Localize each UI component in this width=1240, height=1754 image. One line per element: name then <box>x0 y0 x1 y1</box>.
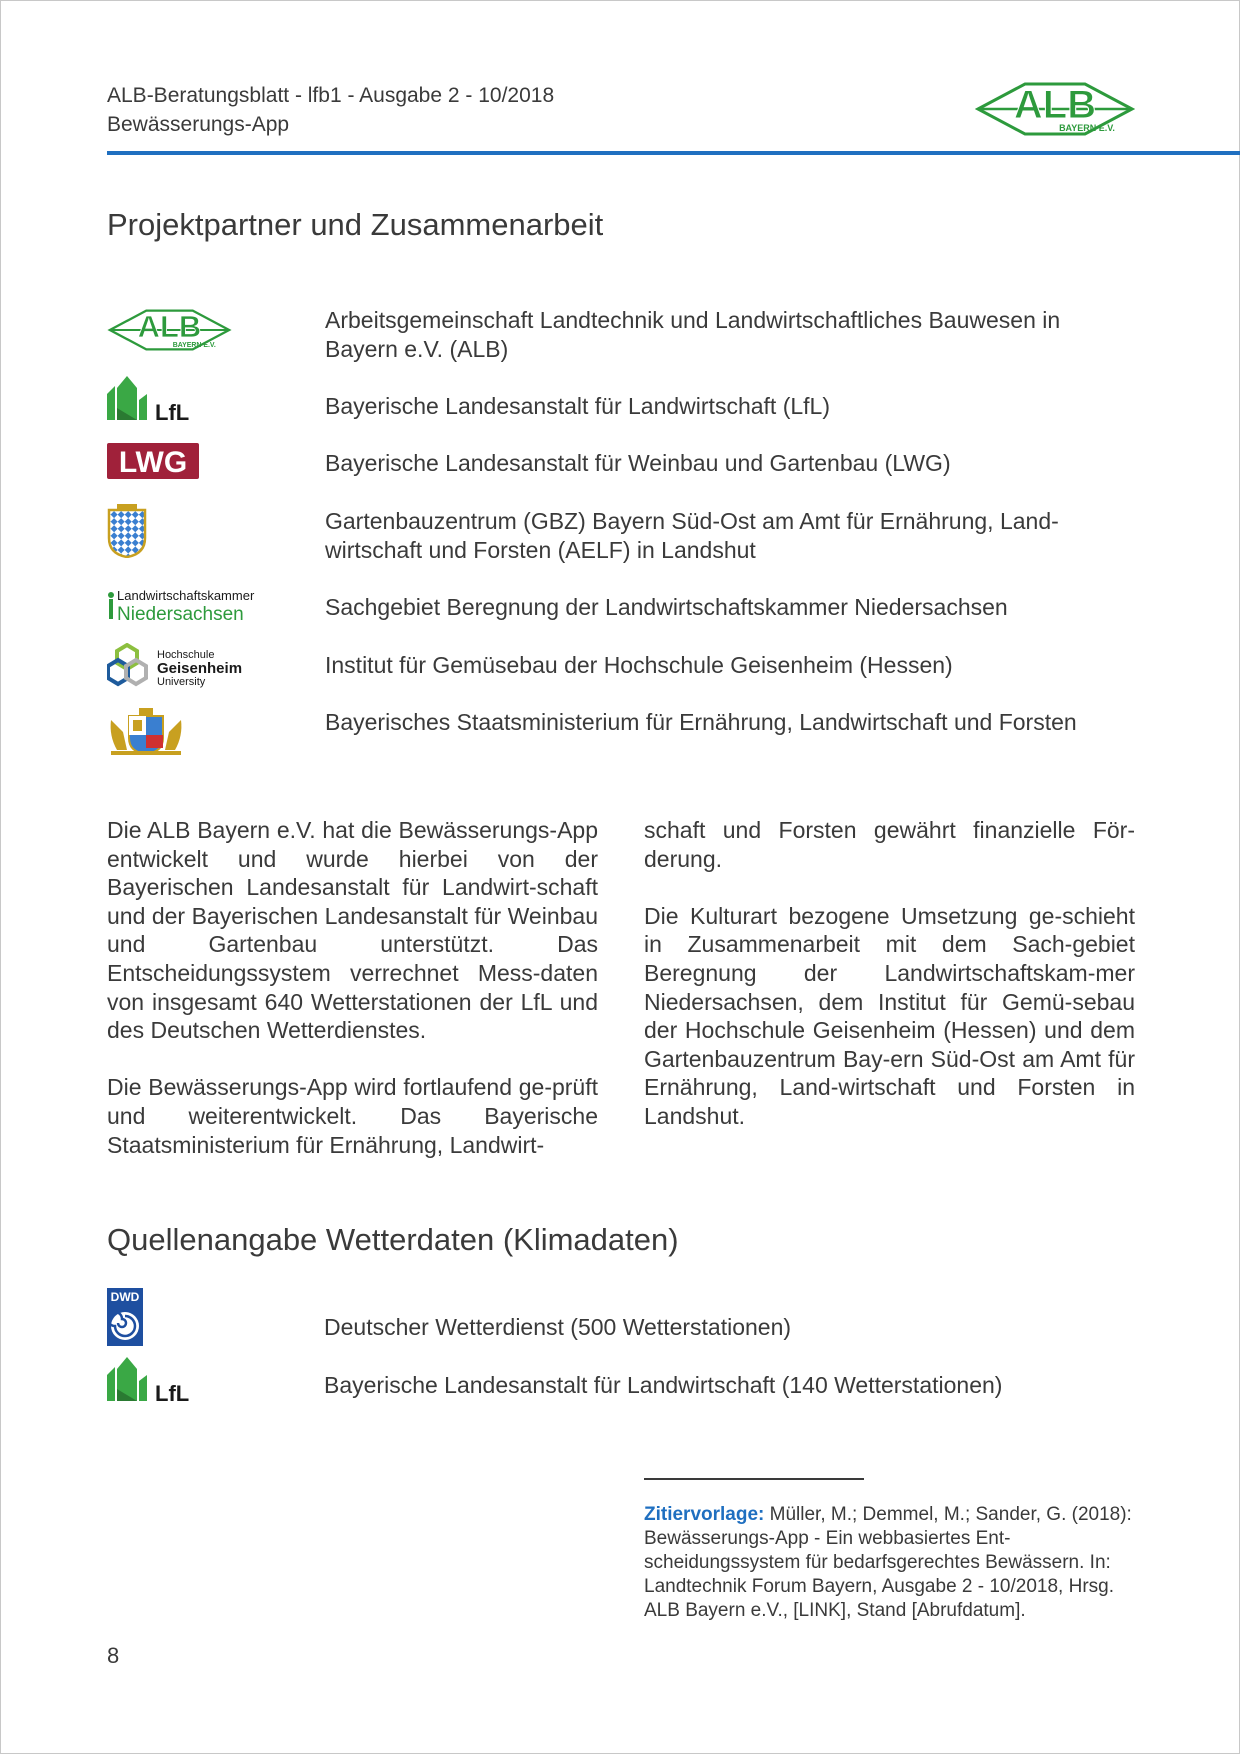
hs-geisenheim-logo <box>107 643 247 689</box>
partner-text: Sachgebiet Beregnung der Landwirtschaftskammer Niedersachsen <box>325 594 1008 620</box>
header-subtitle: Bewässerungs-App <box>107 113 290 136</box>
dwd-logo-text: DWD <box>110 1290 140 1304</box>
body-paragraph: Die ALB Bayern e.V. hat die Bewässerungs-App entwickelt und wurde hierbei von der Bayerischen Landesanstalt für Landwirt-schaft und der Bayerischen Landesanstalt für Weinbau und Gartenbau unterstützt. Das Entscheidungssystem verrechnet Mess-daten von insgesamt 640 Wetterstationen der LfL und des Deutschen Wetterdienstes. <box>107 817 598 1044</box>
partner-text: Arbeitsgemeinschaft Landtechnik und Landwirtschaftliches Bauwesen in Bayern e.V. (ALB) <box>325 307 1061 362</box>
lwg-logo <box>107 443 199 479</box>
section-title-weather-sources: Quellenangabe Wetterdaten (Klimadaten) <box>107 1222 679 1257</box>
body-paragraph: Die Bewässerungs-App wird fortlaufend ge-prüft und weiterentwickelt. Das Bayerische Staatsministerium für Ernährung, Landwirt- <box>107 1074 598 1158</box>
alb-logo <box>107 306 232 354</box>
body-paragraph: Die Kulturart bezogene Umsetzung ge-schieht in Zusammenarbeit mit dem Sach-gebiet Beregnung der Landwirtschaftskam-mer Niedersachsen, dem Institut für Gemü-sebau der Hochschule Geisenheim (Hessen) und dem Gartenbauzentrum Bay-ern Süd-Ost am Amt für Ernährung, Land-wirtschaft und Forsten in Landshut. <box>644 902 1135 1129</box>
dwd-logo <box>107 1288 143 1346</box>
lfl-logo-text: LfL <box>155 1381 190 1405</box>
geisenheim-logo-text-1: Hochschule <box>157 649 215 661</box>
body-column-left <box>107 816 598 1188</box>
section-title-partners: Projektpartner und Zusammenarbeit <box>107 207 604 242</box>
partner-text: Bayerische Landesanstalt für Landwirtschaft (LfL) <box>325 393 830 419</box>
lwg-logo-text: LWG <box>118 446 188 479</box>
partner-text: Institut für Gemüsebau der Hochschule Geisenheim (Hessen) <box>325 652 953 678</box>
source-text: Bayerische Landesanstalt für Landwirtschaft (140 Wetterstationen) <box>324 1372 1003 1398</box>
lwk-logo-text-bottom: Niedersachsen <box>117 604 244 625</box>
lfl-logo <box>107 374 202 424</box>
bavaria-great-coat-of-arms-icon <box>107 706 185 756</box>
lwk-logo-text-top: Landwirtschaftskammer <box>117 588 255 603</box>
header-title: ALB-Beratungsblatt - lfb1 - Ausgabe 2 - 10/2018 <box>107 84 555 107</box>
body-paragraph: schaft und Forsten gewährt finanzielle För-derung. <box>644 817 1135 872</box>
source-text: Deutscher Wetterdienst (500 Wetterstationen) <box>324 1314 792 1340</box>
citation <box>644 1503 1134 1623</box>
citation-label: Zitiervorlage: <box>644 1504 765 1525</box>
bavaria-coat-of-arms-icon <box>107 504 147 558</box>
alb-logo-text: ALB <box>137 308 202 344</box>
partner-text: Gartenbauzentrum (GBZ) Bayern Süd-Ost am Amt für Ernährung, Land-wirtschaft und Forsten (AELF) in Landshut <box>325 508 1059 563</box>
lfl-logo <box>107 1355 202 1405</box>
geisenheim-logo-text-3: University <box>157 676 206 688</box>
citation-text: Müller, M.; Demmel, M.; Sander, G. (2018): Bewässerungs-App - Ein webbasiertes Ent-scheidungssystem für bedarfsgerechtes Bewässern. In: Landtechnik Forum Bayern, Ausgabe 2 - 10/2018, Hrsg. ALB Bayern e.V., [LINK], Stand [Abrufdatum]. <box>644 1504 1132 1621</box>
lfl-logo-text: LfL <box>155 400 190 424</box>
body-column-right <box>644 816 1135 1159</box>
partner-text: Bayerische Landesanstalt für Weinbau und Gartenbau (LWG) <box>325 450 951 476</box>
partner-text: Bayerisches Staatsministerium für Ernährung, Landwirtschaft und Forsten <box>325 709 1077 735</box>
alb-logo-subtext: BAYERN E.V. <box>172 342 216 350</box>
header-rule <box>107 151 1240 155</box>
alb-logo-subtext: BAYERN E.V. <box>1059 123 1115 133</box>
geisenheim-logo-text-2: Geisenheim <box>157 660 243 677</box>
footnote-rule <box>644 1478 864 1480</box>
page-number: 8 <box>107 1643 120 1668</box>
alb-logo-text: ALB <box>1013 83 1097 127</box>
alb-header-logo <box>975 78 1135 140</box>
lwk-niedersachsen-logo <box>107 585 272 627</box>
